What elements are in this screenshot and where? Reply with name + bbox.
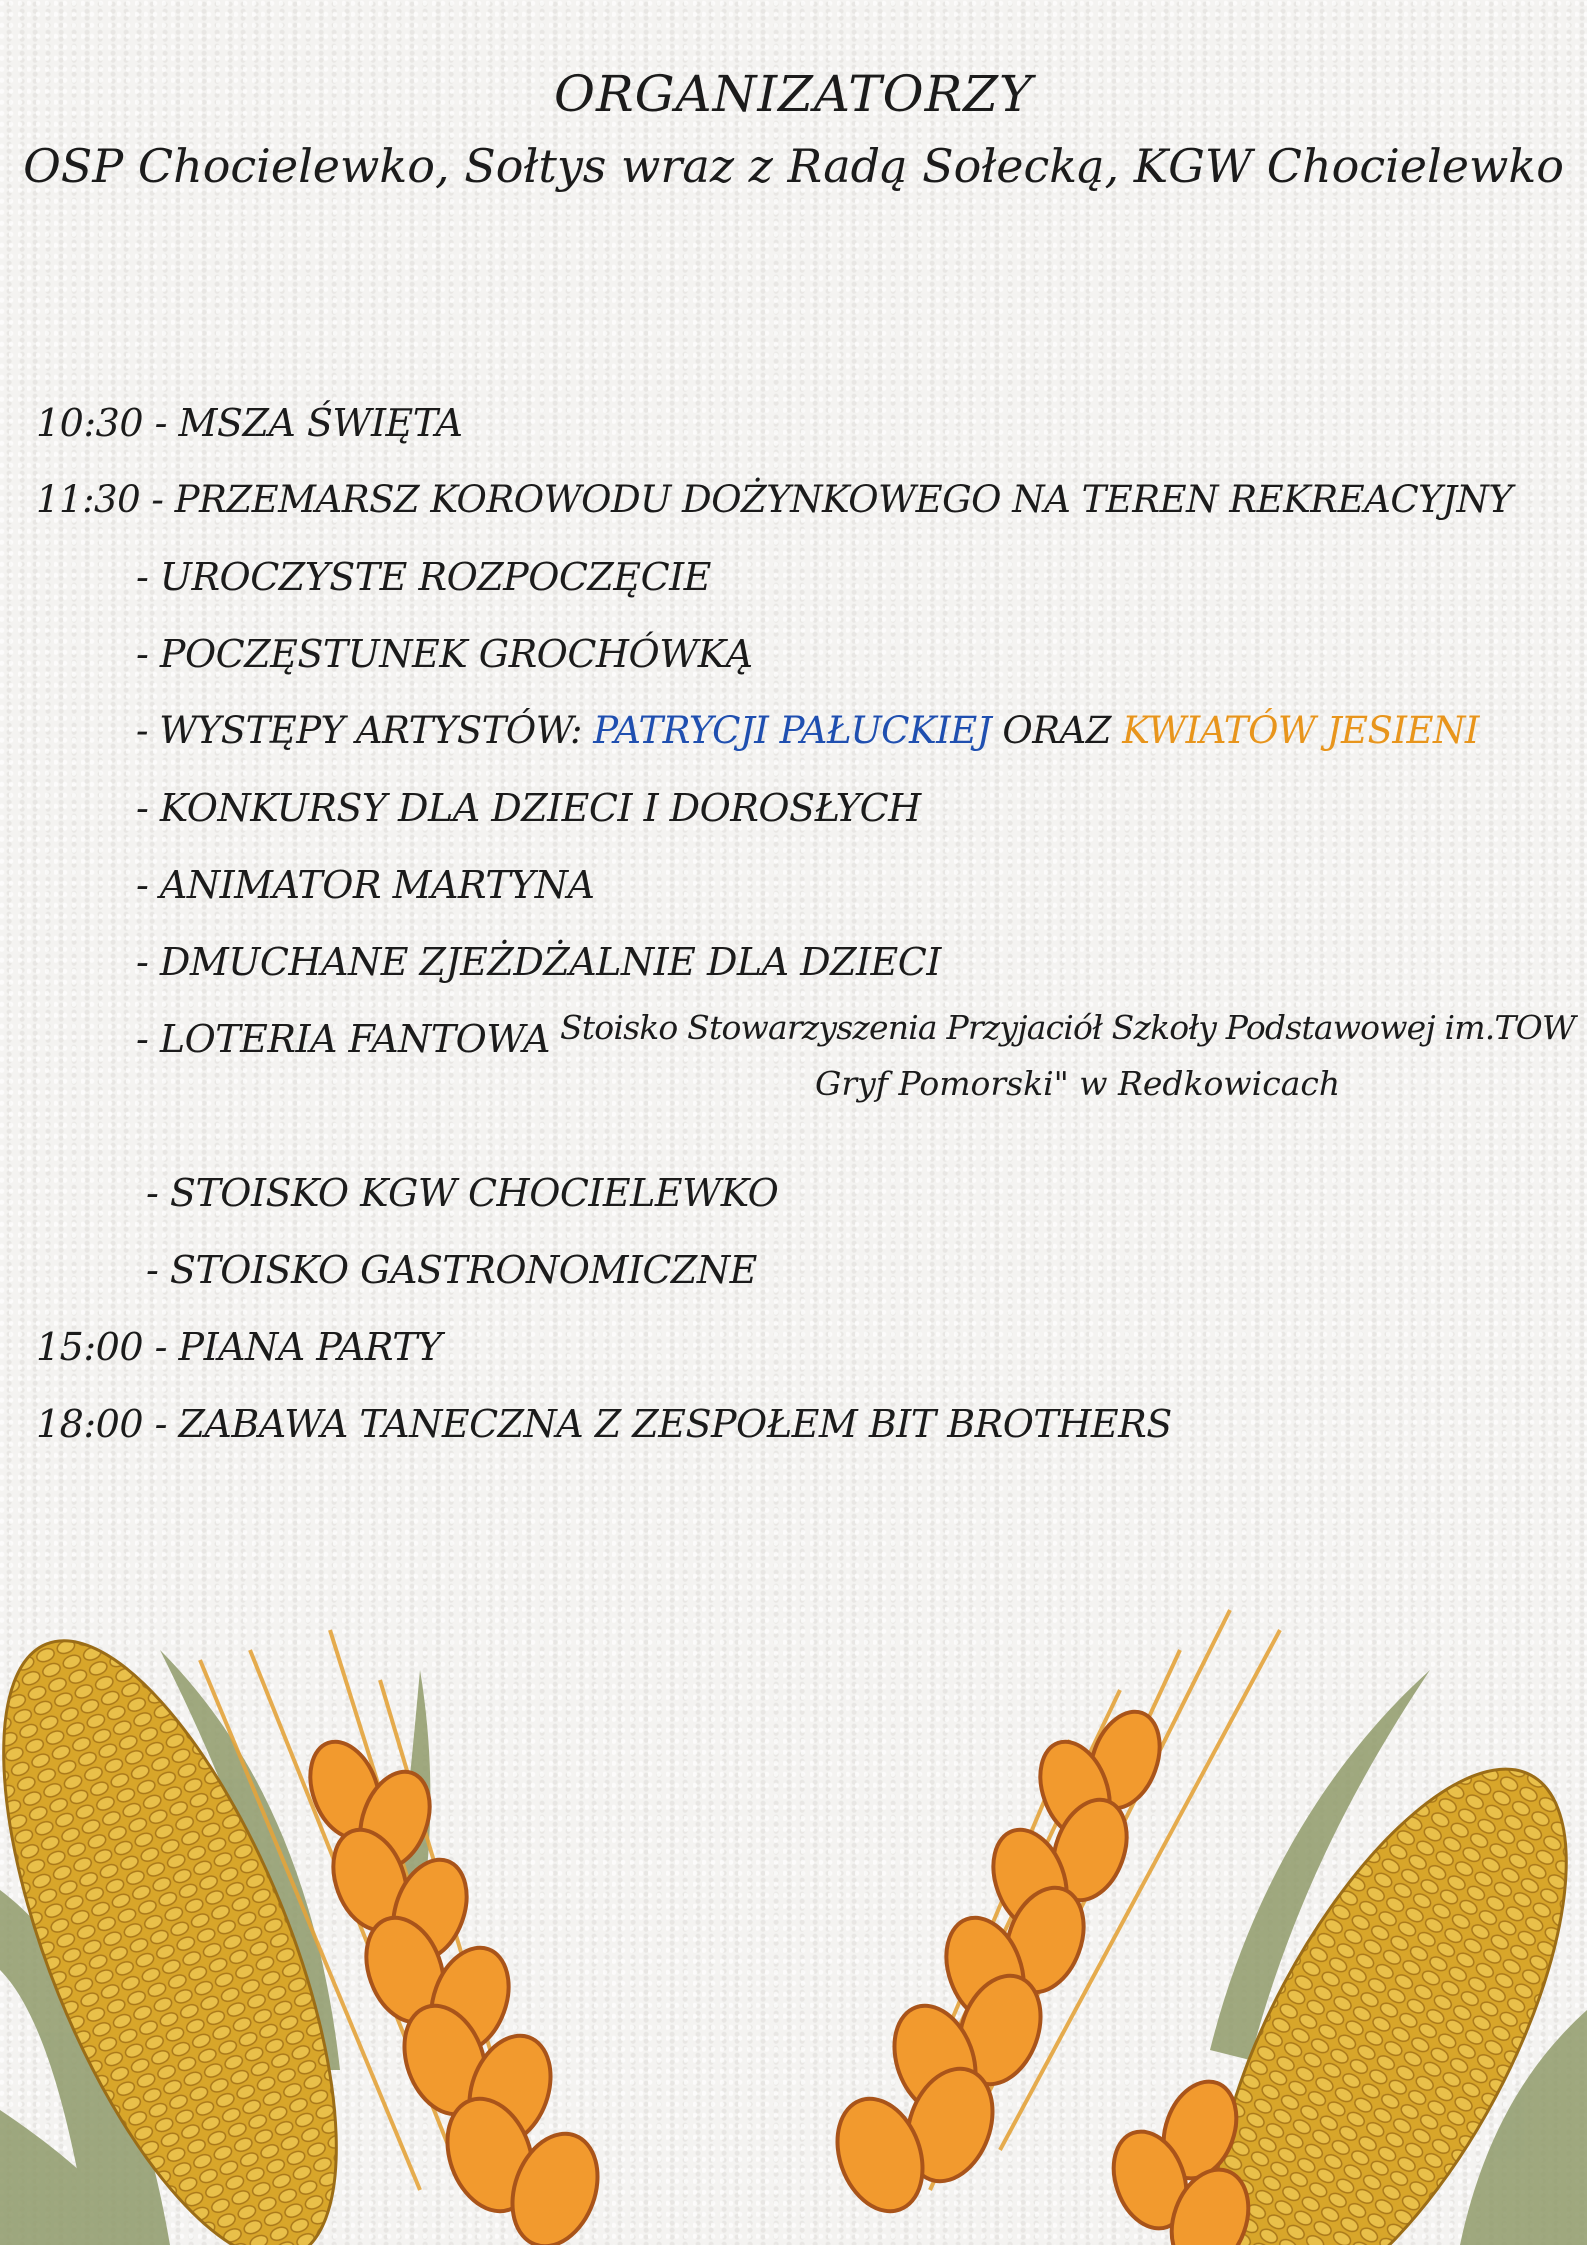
- performances-and: ORAZ: [991, 709, 1123, 752]
- lottery-note-line2: Gryf Pomorski" w Redkowicach: [815, 1064, 1341, 1103]
- item-dance-party: 18:00 - ZABAWA TANECZNA Z ZESPOŁEM BIT BROTHERS: [36, 1402, 1172, 1446]
- item-lottery: [136, 1014, 550, 1064]
- item-opening: - UROCZYSTE ROZPOCZĘCIE: [136, 555, 711, 599]
- harvest-illustration: [0, 1590, 1587, 2245]
- lottery-note-line1: Stoisko Stowarzyszenia Przyjaciół Szkoły Podstawowej im.TOW: [560, 1008, 1576, 1047]
- item-foam-party: 15:00 - PIANA PARTY: [36, 1325, 442, 1369]
- artist-2: KWIATÓW JESIENI: [1122, 709, 1480, 752]
- wheat-ear-icon: [298, 1732, 613, 2245]
- item-soup: - POCZĘSTUNEK GROCHÓWKĄ: [136, 632, 753, 676]
- organizers-header: [0, 58, 1587, 202]
- item-procession: 11:30 - PRZEMARSZ KOROWODU DOŻYNKOWEGO NA TEREN REKREACYJNY: [36, 478, 1513, 521]
- item-food-stand: - STOISKO GASTRONOMICZNE: [146, 1248, 757, 1292]
- artist-1: PATRYCJI PAŁUCKIEJ: [593, 709, 992, 752]
- item-kgw-stand: - STOISKO KGW CHOCIELEWKO: [146, 1171, 779, 1215]
- organizers-title: ORGANIZATORZY: [553, 65, 1034, 123]
- lottery-label: - LOTERIA FANTOWA: [136, 1017, 550, 1061]
- item-contests: - KONKURSY DLA DZIECI I DOROSŁYCH: [136, 786, 921, 830]
- organizers-names: OSP Chocielewko, Sołtys wraz z Radą Sołecką, KGW Chocielewko: [23, 139, 1564, 193]
- item-animator: - ANIMATOR MARTYNA: [136, 863, 595, 907]
- performances-label: - WYSTĘPY ARTYSTÓW:: [136, 709, 594, 752]
- item-slides: - DMUCHANE ZJEŻDŻALNIE DLA DZIECI: [136, 940, 941, 984]
- item-mass: 10:30 - MSZA ŚWIĘTA: [36, 401, 463, 445]
- corn-icon: [0, 1599, 405, 2245]
- item-performances: [136, 706, 1479, 756]
